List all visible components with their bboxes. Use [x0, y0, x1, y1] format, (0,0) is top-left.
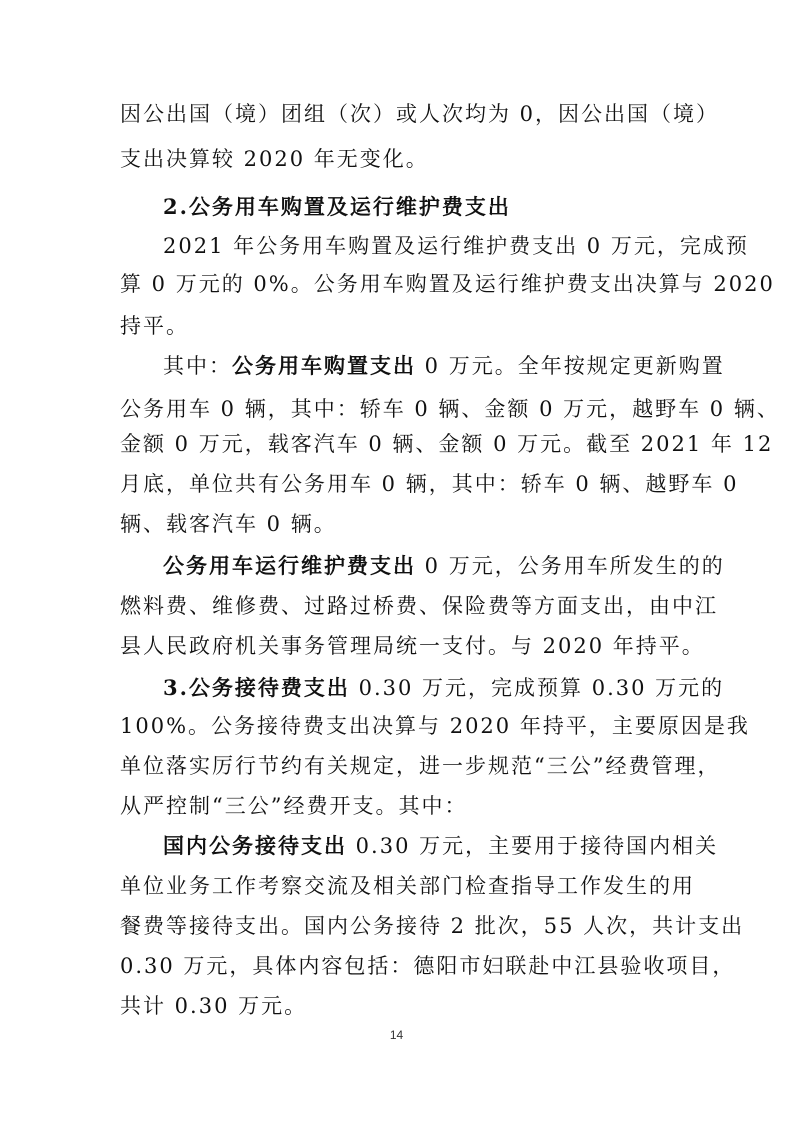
- text-line: 算 0 万元的 0%。公务用车购置及运行维护费支出决算与 2020: [120, 272, 775, 296]
- text-line: 餐费等接待支出。国内公务接待 2 批次，55 人次，共计支出: [120, 914, 745, 938]
- section-heading: 2.公务用车购置及运行维护费支出: [163, 194, 511, 219]
- text-line: 月底，单位共有公务用车 0 辆，其中：轿车 0 辆、越野车 0: [120, 472, 739, 496]
- bold-term: 国内公务接待支出: [163, 833, 347, 858]
- text-line: 县人民政府机关事务管理局统一支付。与 2020 年持平。: [120, 634, 705, 658]
- text-line: 因公出国（境）团组（次）或人次均为 0，因公出国（境）: [120, 102, 720, 126]
- text-line: 国内公务接待支出 0.30 万元，主要用于接待国内相关: [163, 833, 719, 858]
- text-line: 公务用车运行维护费支出 0 万元，公务用车所发生的的: [163, 553, 725, 578]
- page-number: 14: [389, 1028, 404, 1042]
- text-line: 支出决算较 2020 年无变化。: [120, 147, 429, 171]
- text-line: 公务用车 0 辆，其中：轿车 0 辆、金额 0 万元，越野车 0 辆、: [120, 397, 780, 421]
- text-line: 0.30 万元，具体内容包括：德阳市妇联赴中江县验收项目，: [120, 954, 736, 978]
- text-line: 辆、载客汽车 0 辆。: [120, 512, 337, 536]
- text-line: 从严控制“三公”经费开支。其中：: [120, 794, 468, 818]
- text-line: 持平。: [120, 314, 189, 338]
- bold-term: 公务用车运行维护费支出: [163, 553, 416, 578]
- bold-term: 公务用车购置支出: [232, 353, 416, 378]
- text-line: 共计 0.30 万元。: [120, 994, 308, 1018]
- text-line: 3.公务接待费支出 0.30 万元，完成预算 0.30 万元的: [163, 675, 725, 700]
- text-line: 燃料费、维修费、过路过桥费、保险费等方面支出，由中江: [120, 594, 718, 618]
- text-line: 单位业务工作考察交流及相关部门检查指导工作发生的用: [120, 874, 695, 898]
- text-line: 其中：公务用车购置支出 0 万元。全年按规定更新购置: [163, 353, 725, 378]
- text-line: 2021 年公务用车购置及运行维护费支出 0 万元，完成预: [163, 234, 749, 258]
- text-line: 100%。公务接待费支出决算与 2020 年持平，主要原因是我: [120, 714, 750, 738]
- text-line: 金额 0 万元，载客汽车 0 辆、金额 0 万元。截至 2021 年 12: [120, 432, 774, 456]
- bold-term: 3.公务接待费支出: [163, 675, 350, 700]
- text-line: 单位落实厉行节约有关规定，进一步规范“三公”经费管理，: [120, 754, 721, 778]
